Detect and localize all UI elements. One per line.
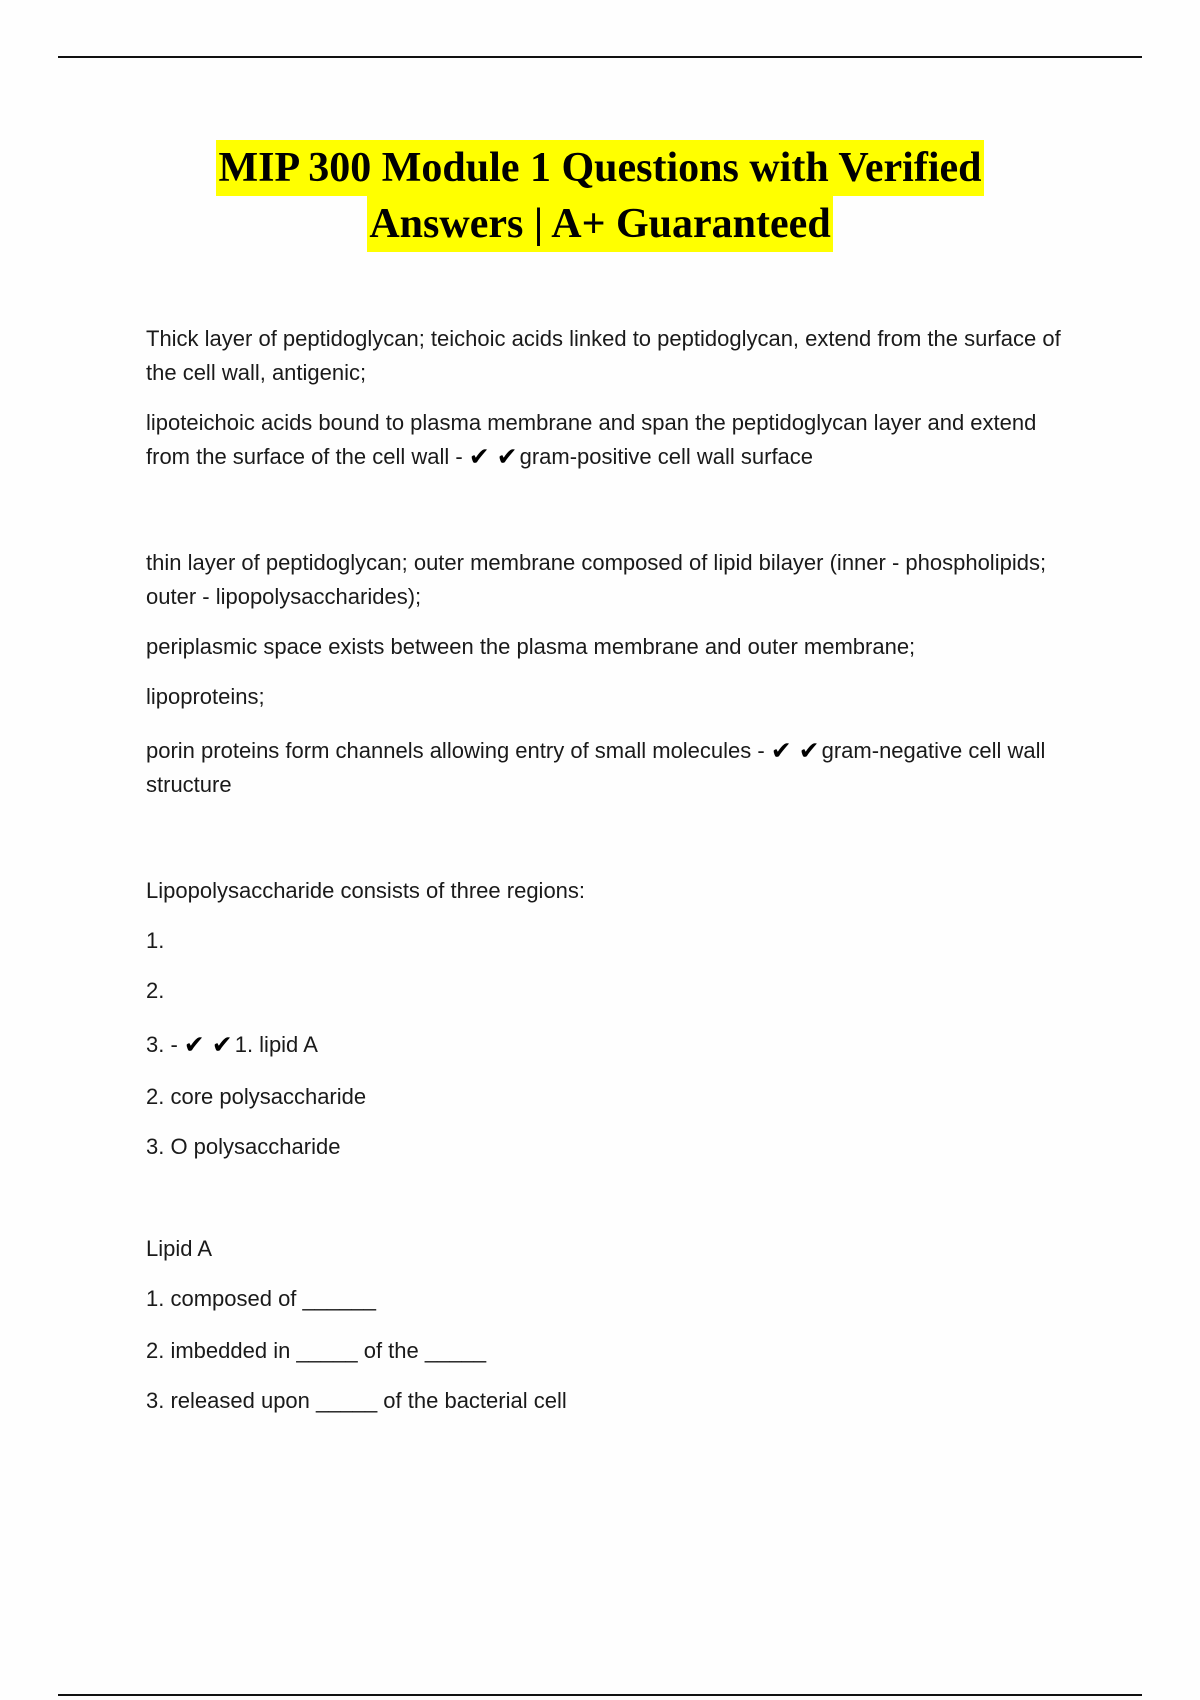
q3-paragraph-6: 3. O polysaccharide [146, 1134, 341, 1159]
q3-paragraph-2: 1. [146, 928, 165, 953]
q2-answer-text: gram-negative cell wall structure [146, 738, 1046, 797]
check-mark-icon: ✔ [770, 736, 792, 765]
q2-paragraph-1: thin layer of peptidoglycan; outer membrane composed of lipid bilayer (inner - phospholipids; outer - lipopolysaccharides); [146, 550, 1047, 609]
check-mark-icon: ✔ [496, 442, 518, 471]
q2-question-text: porin proteins form channels allowing entry of small molecules - [146, 738, 765, 763]
q1-question-text: lipoteichoic acids bound to plasma membrane and span the peptidoglycan layer and extend from the surface of the cell wall - [146, 410, 1037, 469]
q3-question-text: 3. - [146, 1032, 178, 1057]
check-mark-icon: ✔ [468, 442, 490, 471]
q4-paragraph-4: 3. released upon _____ of the bacterial cell [146, 1388, 567, 1413]
q2-paragraph-2: periplasmic space exists between the plasma membrane and outer membrane; [146, 634, 916, 659]
check-mark-icon: ✔ [211, 1030, 233, 1059]
q4-paragraph-2: 1. composed of ______ [146, 1286, 376, 1311]
title-line-1: MIP 300 Module 1 Questions with Verified [216, 140, 983, 196]
q1-paragraph-1: Thick layer of peptidoglycan; teichoic acids linked to peptidoglycan, extend from the surface of the cell wall, antigenic; [146, 326, 1061, 385]
q3-paragraph-3: 2. [146, 978, 165, 1003]
q2-paragraph-4 [146, 734, 1076, 802]
q2-paragraph-3: lipoproteins; [146, 684, 265, 709]
q1-answer-text: gram-positive cell wall surface [519, 444, 814, 469]
q3-answer-text: 1. lipid A [234, 1032, 318, 1057]
top-rule [58, 56, 1142, 58]
q3-paragraph-5: 2. core polysaccharide [146, 1084, 367, 1109]
document-title [0, 140, 1200, 252]
check-mark-icon: ✔ [183, 1030, 205, 1059]
check-mark-icon: ✔ [798, 736, 820, 765]
q3-paragraph-1: Lipopolysaccharide consists of three regions: [146, 878, 586, 903]
q4-paragraph-3: 2. imbedded in _____ of the _____ [146, 1338, 487, 1363]
bottom-rule [58, 1694, 1142, 1696]
q1-paragraph-2 [146, 406, 1076, 474]
title-line-2: Answers | A+ Guaranteed [367, 196, 832, 252]
q4-paragraph-1: Lipid A [146, 1236, 213, 1261]
q3-paragraph-4 [146, 1028, 1076, 1062]
